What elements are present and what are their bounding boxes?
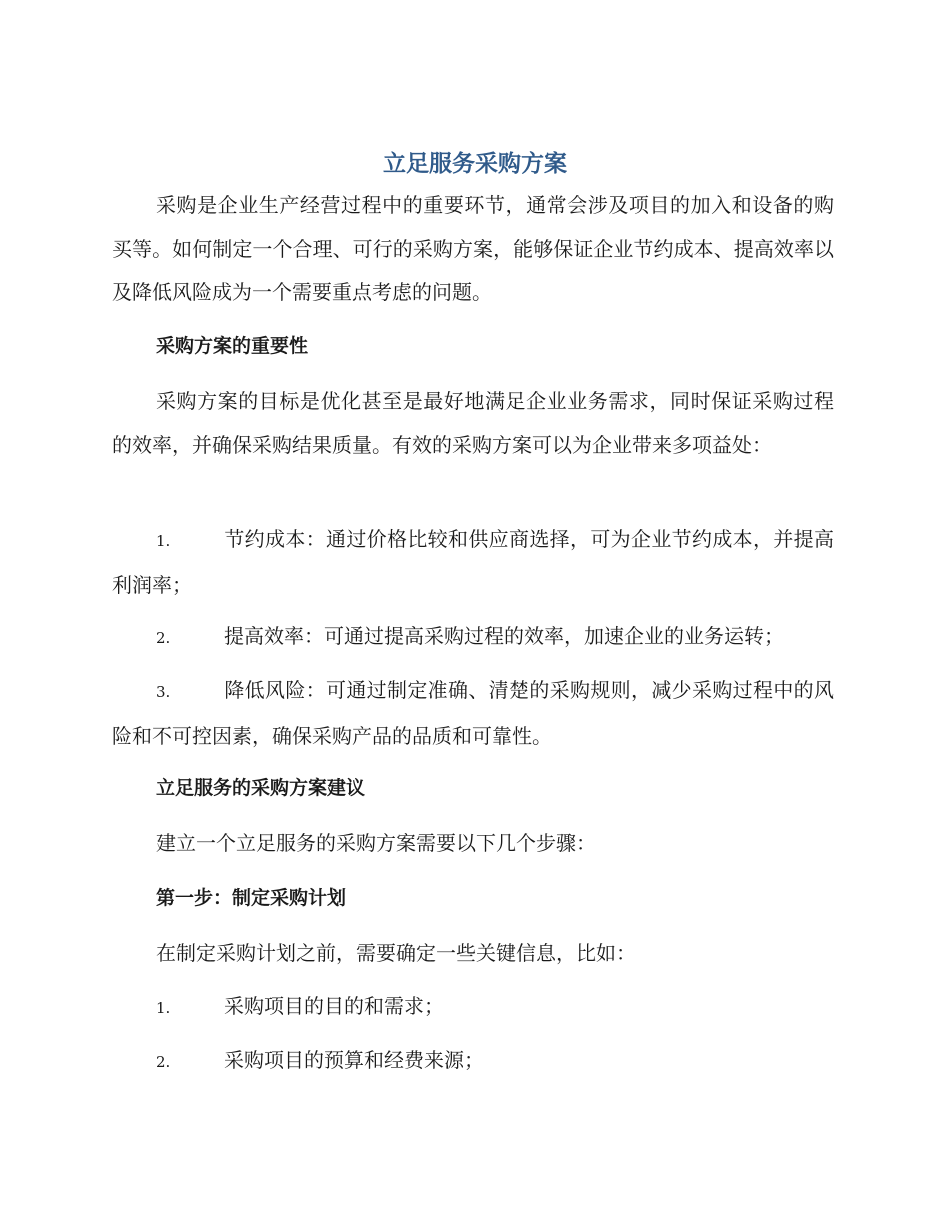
list-item-text: 提高效率：可通过提高采购过程的效率，加速企业的业务运转；: [224, 624, 784, 648]
list-item-number: 3.: [156, 683, 171, 701]
step-paragraph: 在制定采购计划之前，需要确定一些关键信息，比如：: [156, 941, 636, 965]
list-item-text: 节约成本：通过价格比较和供应商选择，可为企业节约成本，并提高利润率；: [112, 527, 834, 597]
list-item: [112, 518, 834, 607]
step-heading: 第一步：制定采购计划: [156, 887, 347, 909]
suggestions-paragraph: 建立一个立足服务的采购方案需要以下几个步骤：: [156, 831, 596, 855]
list-item: [112, 615, 834, 661]
list-item: [112, 985, 834, 1031]
list-item-number: 1.: [156, 999, 171, 1017]
list-item-text: 降低风险：可通过制定准确、清楚的采购规则，减少采购过程中的风险和不可控因素，确保采购产品的品质和可靠性。: [112, 678, 834, 748]
list-item-number: 1.: [156, 532, 171, 550]
list-item: [112, 669, 834, 758]
intro-paragraph: 采购是企业生产经营过程中的重要环节，通常会涉及项目的加入和设备的购买等。如何制定一个合理、可行的采购方案，能够保证企业节约成本、提高效率以及降低风险成为一个需要重点考虑的问题。: [112, 193, 834, 304]
list-item-text: 采购项目的目的和需求；: [224, 994, 444, 1018]
list-item: [112, 1039, 834, 1085]
list-item-number: 2.: [156, 1053, 171, 1071]
list-item-number: 2.: [156, 629, 171, 647]
document-title: 立足服务采购方案: [383, 151, 567, 177]
importance-paragraph: 采购方案的目标是优化甚至是最好地满足企业业务需求，同时保证采购过程的效率，并确保采购结果质量。有效的采购方案可以为企业带来多项益处：: [112, 389, 834, 457]
list-item-text: 采购项目的预算和经费来源；: [224, 1048, 484, 1072]
section-heading-importance: 采购方案的重要性: [156, 335, 309, 357]
section-heading-suggestions: 立足服务的采购方案建议: [156, 777, 366, 799]
